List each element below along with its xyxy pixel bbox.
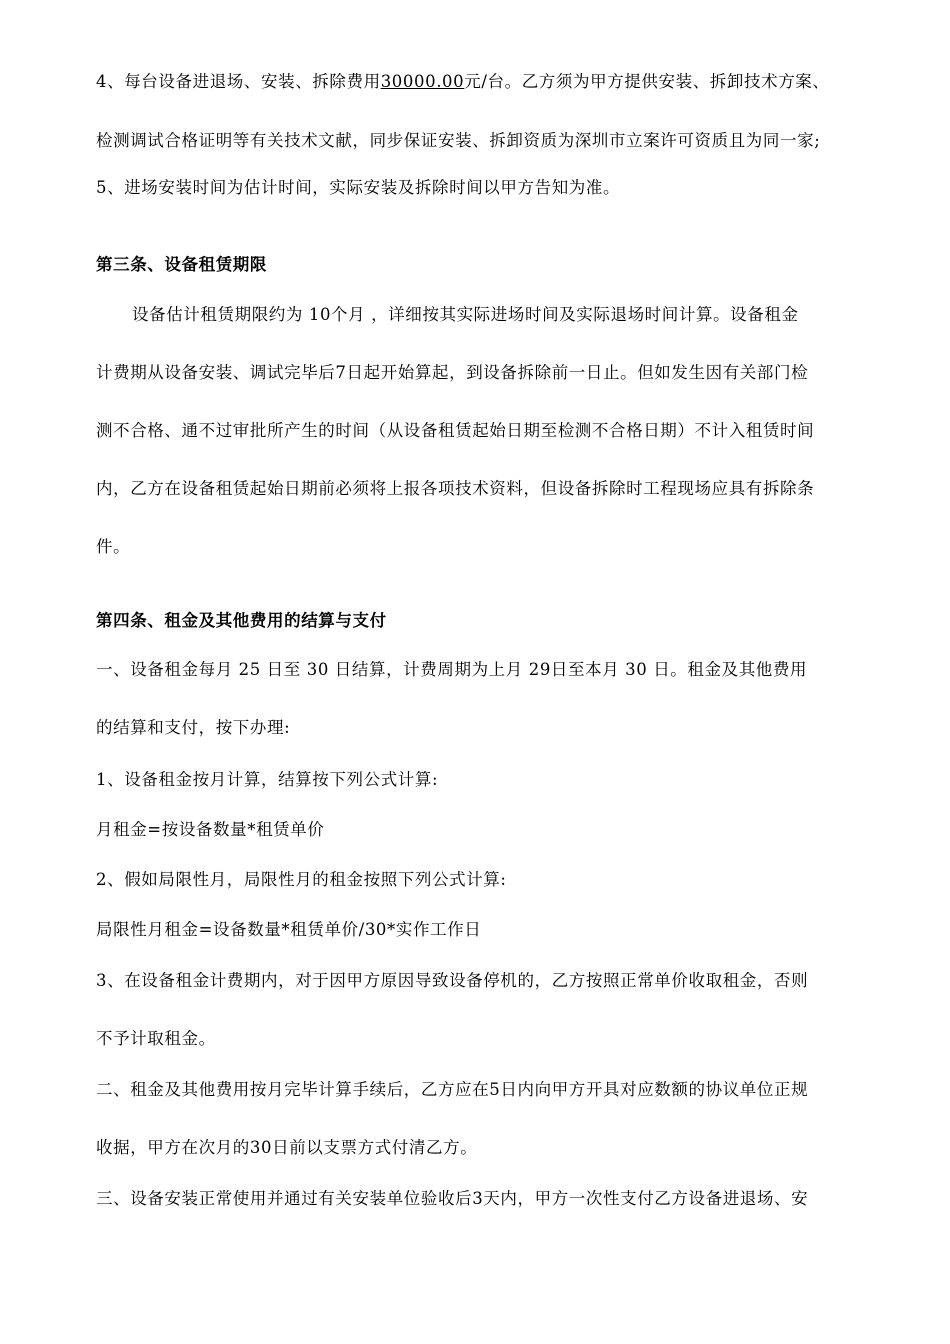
sec3-para-line1: 设备估计租赁期限约为 10个月 ，详细按其实际进场时间及实际退场时间计算。设备租金 (132, 305, 799, 324)
sec4-line3: 1、设备租金按月计算，结算按下列公式计算: (96, 770, 439, 789)
sec4-line9: 二、租金及其他费用按月完毕计算手续后，乙方应在5日内向甲方开具对应数额的协议单位正规 (96, 1080, 809, 1099)
sec4-line4: 月租金=按设备数量*租赁单价 (96, 820, 325, 839)
sec4-line1: 一、设备租金每月 25 日至 30 日结算，计费周期为上月 29日至本月 30 日。租金及其他费用 (96, 660, 808, 679)
sec4-line8: 不予计取租金。 (96, 1029, 216, 1048)
section3-heading: 第三条、设备租赁期限 (96, 255, 267, 274)
item4-text-a: 4、每台设备进退场、安装、拆除费用 (96, 72, 381, 91)
item4-line1 (96, 70, 830, 94)
sec3-para-line2: 计费期从设备安装、调试完毕后7日起开始算起，到设备拆除前一日止。但如发生因有关部门检 (96, 363, 809, 382)
item4-text-b: 元/台。乙方须为甲方提供安装、拆卸技术方案、 (464, 72, 830, 91)
sec4-line11: 三、设备安装正常使用并通过有关安装单位验收后3天内，甲方一次性支付乙方设备进退场、安 (96, 1189, 809, 1208)
sec4-line6: 局限性月租金=设备数量*租赁单价/30*实作工作日 (96, 920, 482, 939)
sec3-para-line4: 内，乙方在设备租赁起始日期前必须将上报各项技术资料，但设备拆除时工程现场应具有拆除条 (96, 479, 815, 498)
sec4-line5: 2、假如局限性月，局限性月的租金按照下列公式计算: (96, 870, 507, 889)
sec3-para-line5: 件。 (96, 537, 131, 556)
sec4-line7: 3、在设备租金计费期内，对于因甲方原因导致设备停机的，乙方按照正常单价收取租金，否则 (96, 971, 809, 990)
sec3-para-line3: 测不合格、通不过审批所产生的时间（从设备租赁起始日期至检测不合格日期）不计入租赁时间 (96, 421, 815, 440)
section4-heading: 第四条、租金及其他费用的结算与支付 (96, 611, 387, 630)
item5-line: 5、进场安装时间为估计时间，实际安装及拆除时间以甲方告知为准。 (96, 178, 621, 197)
item4-line2: 检测调试合格证明等有关技术文献，同步保证安装、拆卸资质为深圳市立案许可资质且为同一家; (96, 131, 821, 150)
sec4-line10: 收据，甲方在次月的30日前以支票方式付清乙方。 (96, 1138, 478, 1157)
sec4-line2: 的结算和支付，按下办理: (96, 718, 291, 737)
item4-amount: 30000.00 (380, 72, 465, 91)
